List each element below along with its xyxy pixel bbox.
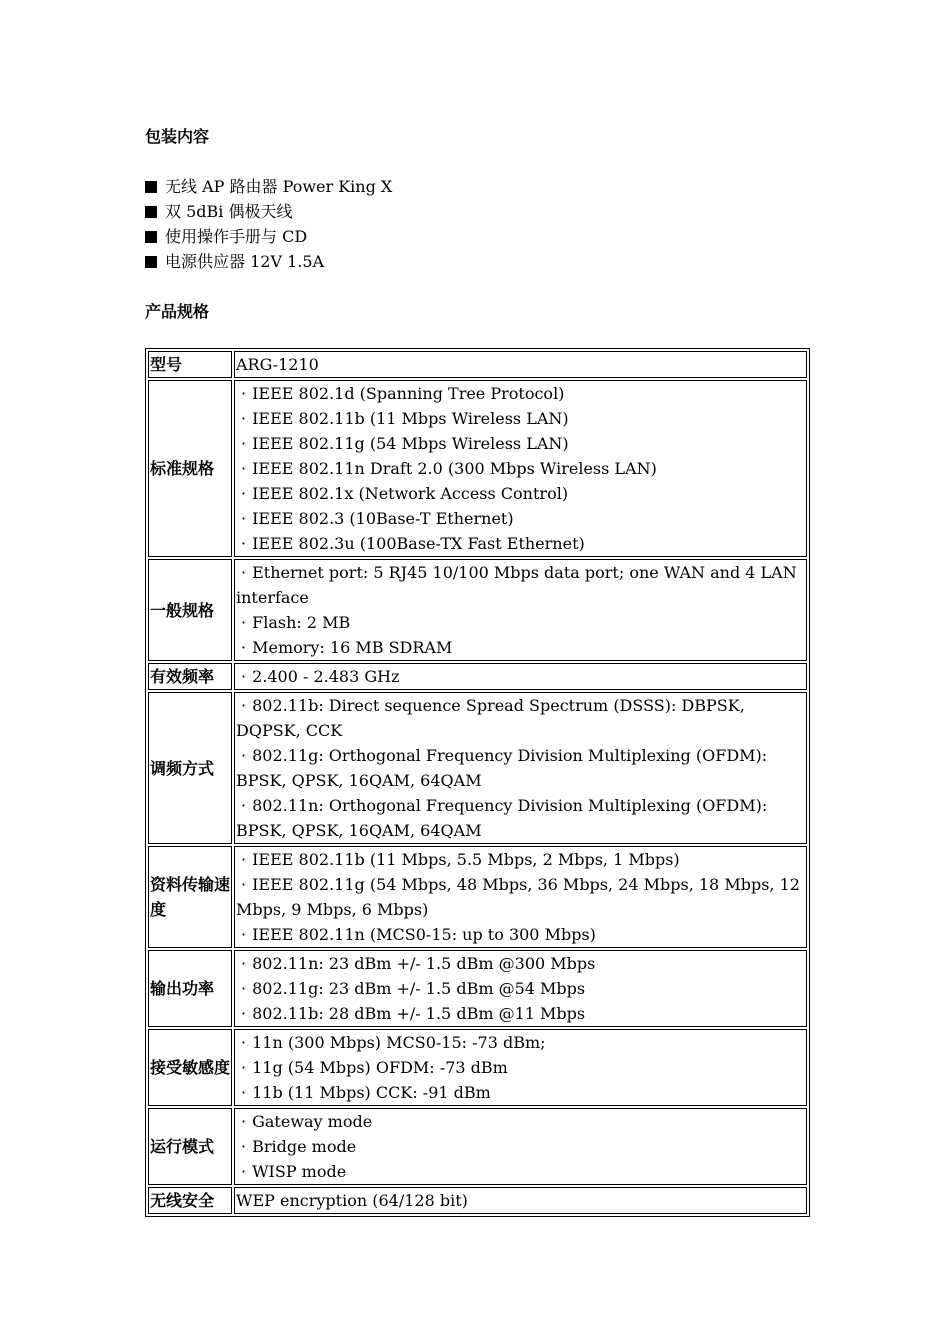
table-row xyxy=(148,380,807,557)
spec-value xyxy=(234,559,807,661)
spec-item xyxy=(236,431,805,456)
table-row xyxy=(148,559,807,661)
bullet-dot-icon: · xyxy=(241,696,247,715)
spec-item-text: IEEE 802.11n (MCS0-15: up to 300 Mbps) xyxy=(252,925,596,944)
spec-item-text: IEEE 802.11b (11 Mbps Wireless LAN) xyxy=(252,409,569,428)
spec-item-text: IEEE 802.11g (54 Mbps Wireless LAN) xyxy=(252,434,569,453)
bullet-dot-icon: · xyxy=(241,954,247,973)
spec-item xyxy=(236,406,805,431)
bullet-dot-icon: · xyxy=(241,434,247,453)
bullet-dot-icon: · xyxy=(241,534,247,553)
spec-item-text: IEEE 802.11n Draft 2.0 (300 Mbps Wireless LAN) xyxy=(252,459,657,478)
bullet-dot-icon: · xyxy=(241,850,247,869)
spec-label: 有效频率 xyxy=(148,663,232,690)
spec-item xyxy=(236,1055,805,1080)
spec-item xyxy=(236,1159,805,1184)
spec-item-text: Flash: 2 MB xyxy=(252,613,351,632)
spec-value xyxy=(234,1029,807,1106)
spec-item xyxy=(236,560,805,610)
spec-value xyxy=(234,1108,807,1185)
package-contents-heading: 包装内容 xyxy=(145,127,210,146)
bullet-dot-icon: · xyxy=(241,1004,247,1023)
spec-item-text: Gateway mode xyxy=(252,1112,373,1131)
square-bullet-icon xyxy=(145,256,157,268)
spec-value xyxy=(234,692,807,844)
spec-item xyxy=(236,693,805,743)
spec-label: 调频方式 xyxy=(148,692,232,844)
bullet-dot-icon: · xyxy=(241,384,247,403)
spec-item-text: IEEE 802.3 (10Base-T Ethernet) xyxy=(252,509,514,528)
spec-item-text: Bridge mode xyxy=(252,1137,357,1156)
spec-item xyxy=(236,664,805,689)
spec-item xyxy=(236,1134,805,1159)
spec-label: 标准规格 xyxy=(148,380,232,557)
bullet-dot-icon: · xyxy=(241,638,247,657)
spec-item xyxy=(236,1001,805,1026)
spec-item-text: 802.11b: 28 dBm +/- 1.5 dBm @11 Mbps xyxy=(252,1004,586,1023)
square-bullet-icon xyxy=(145,181,157,193)
spec-item-text: IEEE 802.1x (Network Access Control) xyxy=(252,484,569,503)
table-row xyxy=(148,1029,807,1106)
list-item: 电源供应器 12V 1.5A xyxy=(145,249,810,274)
spec-item-text: 802.11n: 23 dBm +/- 1.5 dBm @300 Mbps xyxy=(252,954,596,973)
spec-item xyxy=(236,847,805,872)
spec-item xyxy=(236,793,805,843)
spec-value xyxy=(234,380,807,557)
spec-item-text: 2.400 - 2.483 GHz xyxy=(252,667,400,686)
spec-item xyxy=(236,976,805,1001)
table-row xyxy=(148,1187,807,1214)
bullet-dot-icon: · xyxy=(241,563,247,582)
spec-label: 无线安全 xyxy=(148,1187,232,1214)
bullet-dot-icon: · xyxy=(241,875,247,894)
bullet-dot-icon: · xyxy=(241,509,247,528)
spec-label: 一般规格 xyxy=(148,559,232,661)
spec-item-text: 11g (54 Mbps) OFDM: -73 dBm xyxy=(252,1058,508,1077)
spec-item xyxy=(236,951,805,976)
list-item: 无线 AP 路由器 Power King X xyxy=(145,174,810,199)
table-row xyxy=(148,692,807,844)
spec-item xyxy=(236,506,805,531)
table-row xyxy=(148,351,807,378)
spec-item-text: 802.11b: Direct sequence Spread Spectrum (DSSS): DBPSK, DQPSK, CCK xyxy=(236,696,745,740)
spec-label: 型号 xyxy=(148,351,232,378)
spec-item xyxy=(236,381,805,406)
list-item: 使用操作手册与 CD xyxy=(145,224,810,249)
bullet-dot-icon: · xyxy=(241,484,247,503)
square-bullet-icon xyxy=(145,231,157,243)
spec-value xyxy=(234,663,807,690)
spec-label: 资料传输速度 xyxy=(148,846,232,948)
spec-item-text: 802.11n: Orthogonal Frequency Division Multiplexing (OFDM): BPSK, QPSK, 16QAM, 64QAM xyxy=(236,796,768,840)
bullet-dot-icon: · xyxy=(241,796,247,815)
spec-item xyxy=(236,922,805,947)
spec-item-text: 11b (11 Mbps) CCK: -91 dBm xyxy=(252,1083,491,1102)
spec-label: 接受敏感度 xyxy=(148,1029,232,1106)
spec-item-text: 802.11g: Orthogonal Frequency Division Multiplexing (OFDM): BPSK, QPSK, 16QAM, 64QAM xyxy=(236,746,768,790)
spec-table xyxy=(145,348,810,1217)
spec-item-text: 11n (300 Mbps) MCS0-15: -73 dBm; xyxy=(252,1033,546,1052)
bullet-dot-icon: · xyxy=(241,1112,247,1131)
table-row xyxy=(148,846,807,948)
spec-item xyxy=(236,635,805,660)
spec-item-text: Memory: 16 MB SDRAM xyxy=(252,638,453,657)
spec-item xyxy=(236,1109,805,1134)
spec-item-text: WISP mode xyxy=(252,1162,347,1181)
table-row xyxy=(148,663,807,690)
spec-item-text: Ethernet port: 5 RJ45 10/100 Mbps data port; one WAN and 4 LAN interface xyxy=(236,563,797,607)
table-row xyxy=(148,1108,807,1185)
spec-item-text: IEEE 802.11b (11 Mbps, 5.5 Mbps, 2 Mbps, 1 Mbps) xyxy=(252,850,680,869)
spec-value: ARG-1210 xyxy=(234,351,807,378)
bullet-dot-icon: · xyxy=(241,1058,247,1077)
spec-value xyxy=(234,846,807,948)
spec-item xyxy=(236,872,805,922)
spec-item xyxy=(236,743,805,793)
list-item: 双 5dBi 偶极天线 xyxy=(145,199,810,224)
spec-value xyxy=(234,950,807,1027)
bullet-dot-icon: · xyxy=(241,459,247,478)
bullet-dot-icon: · xyxy=(241,613,247,632)
spec-value: WEP encryption (64/128 bit) xyxy=(234,1187,807,1214)
bullet-dot-icon: · xyxy=(241,746,247,765)
spec-item xyxy=(236,1030,805,1055)
spec-label: 运行模式 xyxy=(148,1108,232,1185)
bullet-dot-icon: · xyxy=(241,979,247,998)
bullet-dot-icon: · xyxy=(241,1083,247,1102)
bullet-dot-icon: · xyxy=(241,1162,247,1181)
table-row xyxy=(148,950,807,1027)
spec-item xyxy=(236,1080,805,1105)
bullet-dot-icon: · xyxy=(241,925,247,944)
spec-item-text: IEEE 802.3u (100Base-TX Fast Ethernet) xyxy=(252,534,585,553)
spec-item-text: IEEE 802.11g (54 Mbps, 48 Mbps, 36 Mbps, 24 Mbps, 18 Mbps, 12 Mbps, 9 Mbps, 6 Mbps) xyxy=(236,875,800,919)
spec-item-text: IEEE 802.1d (Spanning Tree Protocol) xyxy=(252,384,565,403)
square-bullet-icon xyxy=(145,206,157,218)
spec-label: 输出功率 xyxy=(148,950,232,1027)
spec-item xyxy=(236,481,805,506)
spec-item xyxy=(236,610,805,635)
spec-item-text: 802.11g: 23 dBm +/- 1.5 dBm @54 Mbps xyxy=(252,979,586,998)
document-page xyxy=(145,124,810,1217)
product-specs-heading: 产品规格 xyxy=(145,302,210,321)
spec-item xyxy=(236,456,805,481)
bullet-dot-icon: · xyxy=(241,1033,247,1052)
bullet-dot-icon: · xyxy=(241,667,247,686)
bullet-dot-icon: · xyxy=(241,1137,247,1156)
spec-item xyxy=(236,531,805,556)
bullet-dot-icon: · xyxy=(241,409,247,428)
package-contents-list xyxy=(145,174,810,274)
